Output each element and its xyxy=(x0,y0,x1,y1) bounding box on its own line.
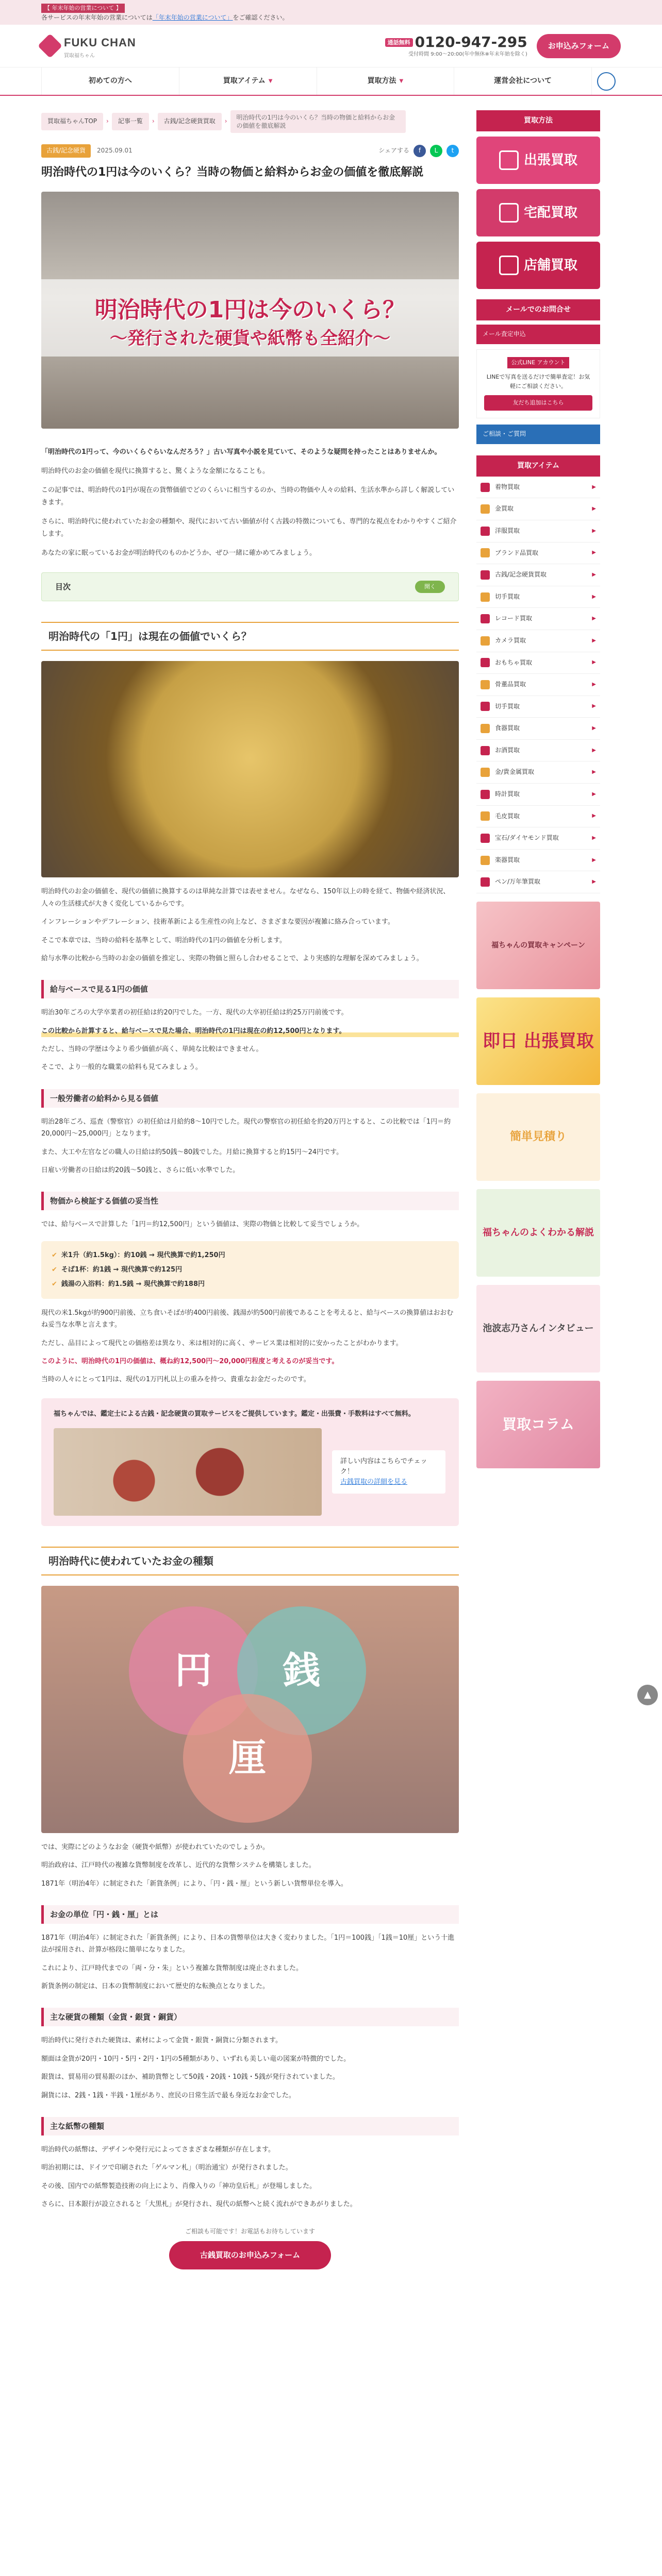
paragraph: では、実際にどのようなお金（硬貨や紙幣）が使われていたのでしょうか。 xyxy=(41,1843,270,1851)
paragraph: 1871年（明治4年）に制定された「新貨条例」により、「円・銭・厘」という新しい貨幣単位を導入。 xyxy=(41,1879,347,1888)
promo-text: 福ちゃんでは、鑑定士による古銭・記念硬貨の買取サービスをご提供しています。鑑定・出張費・手数料はすべて無料。 xyxy=(54,1410,415,1418)
sidebar-store-buy-button[interactable] xyxy=(476,242,600,289)
sidebar-item[interactable] xyxy=(476,630,600,652)
paragraph: インフレーションやデフレーション、技術革新による生産性の向上など、さまざまな要因が複雑に絡み合っています。 xyxy=(41,918,394,926)
line-box xyxy=(476,349,600,418)
subsection-heading: 給与ベースで見る1円の価値 xyxy=(41,980,459,998)
method-label: 店舗買取 xyxy=(523,257,577,273)
subsection-heading: 主な硬貨の種類（金貨・銀貨・銅貨） xyxy=(41,2008,459,2026)
paragraph: ただし、品目によって現代との価格差は異なり、米は相対的に高く、サービス業は相対的に安かったことがわかります。 xyxy=(41,1339,403,1347)
section-heading: 明治時代に使われていたお金の種類 xyxy=(41,1547,459,1575)
item-label: お酒買取 xyxy=(495,746,520,754)
chevron-right-icon: ▶ xyxy=(592,813,596,819)
interview-banner[interactable]: 池波志乃さんインタビュー xyxy=(476,1285,600,1372)
pen-icon xyxy=(481,877,490,887)
paragraph: そこで、より一般的な職業の給料も見てみましょう。 xyxy=(41,1063,202,1072)
notice-suffix: をご確認ください。 xyxy=(233,14,289,21)
item-label: 骨董品買取 xyxy=(495,681,526,688)
paragraph: 1871年（明治4年）に制定された「新貨条例」により、日本の貨幣単位は大きく変わりました。「1円＝100銭」「1銭＝10厘」という十進法が採用され、計算が格段に簡単になりました。 xyxy=(41,1934,455,1954)
global-nav xyxy=(0,67,662,96)
sidebar-visit-buy-button[interactable] xyxy=(476,137,600,184)
store-icon xyxy=(499,256,519,275)
camera-icon xyxy=(481,636,490,646)
line-icon[interactable]: L xyxy=(430,145,442,157)
sidebar-item[interactable] xyxy=(476,806,600,828)
toy-icon xyxy=(481,658,490,667)
chevron-right-icon: ▶ xyxy=(592,879,596,885)
certification-badge xyxy=(592,67,621,95)
promo-link-lead: 詳しい内容はこちらでチェック！ xyxy=(340,1457,427,1476)
bottom-apply-button[interactable]: 古銭買取のお申込みフォーム xyxy=(169,2241,331,2269)
intro-p: 「明治時代の1円って、今のいくらぐらいなんだろう？」古い写真や小説を見ていて、そのような疑問を持ったことはありませんか。 xyxy=(41,448,441,456)
service-promo-box xyxy=(41,1398,459,1526)
coin-icon xyxy=(481,570,490,580)
fur-icon xyxy=(481,811,490,821)
logo-text: FUKU CHAN xyxy=(64,36,136,49)
notice-link[interactable]: 「年末年始の営業について」 xyxy=(152,14,233,21)
chevron-right-icon: ▶ xyxy=(592,571,596,578)
paragraph: 明治時代のお金の価値を、現代の価値に換算するのは単純な計算では表せません。なぜなら、150年以上の時を経て、物価や経済状況、人々の生活様式が大きく変化しているからです。 xyxy=(41,888,450,908)
intro-p: さらに、明治時代に使われていたお金の種類や、現代において古い価値が付く古銭の特徴についても、専門的な視点をわかりやすくご紹介します。 xyxy=(41,518,457,538)
sidebar-item[interactable] xyxy=(476,718,600,740)
item-label: 時計買取 xyxy=(495,790,520,798)
dish-icon xyxy=(481,724,490,733)
paragraph: 明治時代の紙幣は、デザインや発行元によってさまざまな種類が存在します。 xyxy=(41,2146,275,2154)
subsection-heading: お金の単位「円・銭・厘」とは xyxy=(41,1905,459,1924)
paragraph: 銅貨には、2銭・1銭・半銭・1厘があり、庶民の日常生活で最も身近なお金でした。 xyxy=(41,2091,295,2099)
nav-items[interactable] xyxy=(179,67,317,95)
chevron-right-icon: ▶ xyxy=(592,725,596,732)
logo[interactable] xyxy=(41,32,136,59)
instrument-icon xyxy=(481,856,490,865)
item-label: 古銭/記念硬貨買取 xyxy=(495,571,547,579)
share-label: シェアする xyxy=(378,147,409,154)
chevron-right-icon: ▶ xyxy=(592,835,596,841)
chevron-right-icon: ▶ xyxy=(592,681,596,687)
chevron-right-icon: ▶ xyxy=(592,637,596,643)
nav-label: 買取方法 xyxy=(367,76,396,85)
sidebar-item[interactable] xyxy=(476,543,600,565)
nav-first-time[interactable] xyxy=(41,67,179,95)
clothes-icon xyxy=(481,527,490,536)
subsection-heading: 物価から検証する価値の妥当性 xyxy=(41,1192,459,1210)
inquiry-link[interactable]: ご相談・ご質問 xyxy=(476,425,600,444)
toc-title: 目次 xyxy=(55,582,71,591)
sidebar-item[interactable] xyxy=(476,520,600,543)
stamp-icon xyxy=(481,702,490,711)
intro xyxy=(41,446,459,560)
subsection-heading: 主な紙幣の種類 xyxy=(41,2117,459,2136)
intro-p: 明治時代のお金の価値を現代に換算すると、驚くような金額になることも。 xyxy=(41,467,270,475)
item-label: 宝石/ダイヤモンド買取 xyxy=(495,834,559,842)
sidebar-item[interactable] xyxy=(476,740,600,762)
paragraph: さらに、日本銀行が設立されると「大黒札」が発行され、現代の紙幣へと続く流れができあがりました。 xyxy=(41,2200,357,2209)
sidebar-item[interactable] xyxy=(476,696,600,718)
item-label: 切手買取 xyxy=(495,702,520,710)
paragraph-emphasis: このように、明治時代の1円の価値は、概ね約12,500円〜20,000円程度と考えるのが妥当です。 xyxy=(41,1357,339,1365)
paragraph: 明治初期には、ドイツで印刷された「ゲルマン札」（明治通宝）が発行されました。 xyxy=(41,2164,292,2172)
item-label: 金買取 xyxy=(495,505,514,513)
chevron-right-icon: › xyxy=(152,117,155,125)
chevron-right-icon: ▶ xyxy=(592,616,596,622)
bottom-note: ご相談も可能です！お電話もお待ちしています xyxy=(185,2227,315,2235)
watch-icon xyxy=(481,790,490,799)
same-day-banner[interactable]: 即日 出張買取 xyxy=(476,997,600,1085)
breadcrumb-category[interactable]: 古銭/記念硬貨買取 xyxy=(158,113,222,130)
hero-heading: 明治時代の1円は今のいくら？ xyxy=(94,296,406,323)
venn-circle-rin: 厘 xyxy=(183,1694,312,1823)
chevron-right-icon: ▶ xyxy=(592,594,596,600)
sidebar-heading-items: 買取アイテム xyxy=(476,455,600,477)
logo-sub: 買取福ちゃん xyxy=(64,53,95,59)
item-label: 楽器買取 xyxy=(495,856,520,863)
line-text: LINEで写真を送るだけで簡単査定！お気軽にご相談ください。 xyxy=(486,373,590,389)
logo-mark-icon xyxy=(38,33,62,58)
chevron-right-icon: › xyxy=(106,117,109,125)
breadcrumb xyxy=(41,110,459,133)
item-label: おもちゃ買取 xyxy=(495,658,533,666)
nav-label: 買取アイテム xyxy=(223,76,266,85)
hero-image xyxy=(41,192,459,429)
item-label: 着物買取 xyxy=(495,483,520,490)
sidebar-item[interactable] xyxy=(476,827,600,850)
paragraph: また、大工や左官などの職人の日給は約50銭〜80銭でした。月給に換算すると約15円〜24円です。 xyxy=(41,1148,343,1156)
article-title: 明治時代の1円は今のいくら？当時の物価と給料からお金の価値を徹底解説 xyxy=(41,165,424,179)
breadcrumb-home[interactable]: 買取福ちゃんTOP xyxy=(41,113,103,130)
paragraph: 日雇い労働者の日給は約20銭〜50銭と、さらに低い水準でした。 xyxy=(41,1166,240,1175)
venn-circle-yen: 円 xyxy=(129,1606,258,1735)
chevron-down-icon: ▼ xyxy=(268,78,273,84)
tel-block[interactable] xyxy=(385,34,527,58)
intro-p: この記事では、明治時代の1円が現在の貨幣価値でどのくらいに相当するのか、当時の物価や人々の給料、生活水準から詳しく解説していきます。 xyxy=(41,486,455,506)
mail-form-link[interactable]: メール査定申込 xyxy=(476,325,600,344)
sidebar-heading-mail: メールでのお問合せ xyxy=(476,299,600,320)
chevron-right-icon: ▶ xyxy=(592,506,596,512)
list-item: ✔ 銭湯の入浴料：約1.5銭 → 現代換算で約188円 xyxy=(52,1277,449,1292)
share-block xyxy=(378,145,459,157)
twitter-icon[interactable]: t xyxy=(446,145,459,157)
item-label: レコード買取 xyxy=(495,615,533,622)
coin-image xyxy=(41,661,459,877)
item-label: ブランド品買取 xyxy=(495,549,539,556)
paragraph: 当時の人々にとって1円は、現代の1万円札以上の重みを持つ、貴重なお金だったのです。 xyxy=(41,1376,310,1384)
sidebar-item[interactable] xyxy=(476,761,600,784)
item-label: 切手買取 xyxy=(495,592,520,600)
chevron-right-icon: ▶ xyxy=(592,747,596,753)
breadcrumb-articles[interactable]: 記事一覧 xyxy=(112,113,149,130)
paragraph: その後、国内での紙幣製造技術の向上により、肖像入りの「神功皇后札」が登場しました。 xyxy=(41,2182,317,2190)
paragraph: 明治30年ごろの大学卒業者の初任給は約20円でした。一方、現代の大卒初任給は約25万円前後です。 xyxy=(41,1009,348,1017)
promo-link-box[interactable] xyxy=(332,1450,445,1494)
sidebar-item[interactable] xyxy=(476,674,600,696)
chevron-right-icon: ▶ xyxy=(592,791,596,797)
breadcrumb-current: 明治時代の1円は今のいくら？当時の物価と給料からお金の価値を徹底解説 xyxy=(230,110,406,133)
item-label: 毛皮買取 xyxy=(495,812,520,820)
estimate-banner[interactable]: 簡単見積り xyxy=(476,1093,600,1181)
paragraph: そこで本章では、当時の給料を基準として、明治時代の1円の価値を分析します。 xyxy=(41,936,286,944)
sidebar-item[interactable] xyxy=(476,850,600,872)
diamond-icon xyxy=(481,834,490,843)
record-icon xyxy=(481,614,490,623)
section-body xyxy=(41,886,459,964)
paragraph: 額面は金貨が20円・10円・5円・2円・1円の5種類があり、いずれも美しい竜の図案が特徴的でした。 xyxy=(41,2055,351,2063)
sidebar-item[interactable] xyxy=(476,608,600,630)
campaign-banner[interactable]: 福ちゃんの買取キャンペーン xyxy=(476,902,600,989)
paragraph: これにより、江戸時代までの「両・分・朱」という複雑な貨幣制度は廃止されました。 xyxy=(41,1964,303,1972)
chevron-right-icon: ▶ xyxy=(592,769,596,775)
nav-label: 初めての方へ xyxy=(88,76,132,85)
tel-note: 受付時間 9:00〜20:00(年中無休※年末年始を除く) xyxy=(408,51,527,57)
paragraph-highlight: この比較から計算すると、給与ベースで見た場合、明治時代の1円は現在の約12,500円となります。 xyxy=(41,1025,459,1037)
item-label: 金/貴金属買取 xyxy=(495,768,535,776)
chevron-right-icon: ▶ xyxy=(592,528,596,534)
bottle-icon xyxy=(481,746,490,755)
chevron-down-icon: ▼ xyxy=(399,78,404,84)
line-add-button[interactable]: 友だち追加はこちら xyxy=(484,395,592,411)
paragraph: では、給与ベースで計算した「1円＝約12,500円」という価値は、実際の物価と比較して妥当でしょうか。 xyxy=(41,1221,364,1229)
sidebar-heading-methods: 買取方法 xyxy=(476,110,600,131)
badge-icon xyxy=(597,72,616,91)
chevron-right-icon: ▶ xyxy=(592,659,596,666)
method-label: 出張買取 xyxy=(523,152,577,168)
box-icon xyxy=(499,203,519,223)
kimono-icon xyxy=(481,483,490,492)
notice-body: 各サービスの年末年始の営業については xyxy=(41,14,153,21)
chevron-right-icon: ▶ xyxy=(592,703,596,709)
notice-bar xyxy=(0,0,662,25)
paragraph: 新貨条例の制定は、日本の貨幣制度において歴史的な転換点となりました。 xyxy=(41,1982,270,1991)
sidebar-delivery-buy-button[interactable] xyxy=(476,189,600,236)
list-item: ✔ そば1杯：約1銭 → 現代換算で約125円 xyxy=(52,1263,449,1277)
nav-label: 運営会社について xyxy=(494,76,552,85)
bottom-cta xyxy=(41,2226,459,2270)
stamp-icon xyxy=(481,592,490,602)
venn-circle-sen: 銭 xyxy=(237,1606,366,1735)
tel-number: 0120-947-295 xyxy=(415,33,527,50)
chevron-right-icon: ▶ xyxy=(592,484,596,490)
paragraph: 給与水準の比較から当時のお金の価値を推定し、実際の物価と照らし合わせることで、より実感的な理解を深めてみましょう。 xyxy=(41,954,423,962)
sidebar-item[interactable] xyxy=(476,784,600,806)
nav-company[interactable] xyxy=(454,67,592,95)
promo-link[interactable]: 古銭買取の詳細を見る xyxy=(340,1478,408,1486)
list-item: ✔ 米1升（約1.5kg）：約10銭 → 現代換算で約1,250円 xyxy=(52,1248,449,1263)
paragraph: 銀貨は、貿易用の貿易銀のほか、補助貨幣として50銭・20銭・10銭・5銭が発行されていました。 xyxy=(41,2073,339,2081)
sidebar-item[interactable] xyxy=(476,477,600,499)
apply-form-button[interactable]: お申込みフォーム xyxy=(537,34,621,58)
method-label: 宅配買取 xyxy=(523,205,577,221)
sidebar xyxy=(476,110,600,2269)
metal-icon xyxy=(481,768,490,777)
chevron-right-icon: ▶ xyxy=(592,550,596,556)
category-badge[interactable]: 古銭/記念硬貨 xyxy=(41,144,91,158)
gold-icon xyxy=(481,504,490,514)
scroll-top-icon[interactable]: ▲ xyxy=(637,1685,658,1705)
column-banner[interactable]: 買取コラム xyxy=(476,1381,600,1468)
paragraph: ただし、当時の学歴は今より希少価値が高く、単純な比較はできません。 xyxy=(41,1045,263,1054)
facebook-icon[interactable]: f xyxy=(413,145,426,157)
main-content xyxy=(41,110,459,2269)
item-label: 食器買取 xyxy=(495,724,520,732)
chevron-right-icon: ▶ xyxy=(592,857,596,863)
paragraph: 明治政府は、江戸時代の複雑な貨幣制度を改革し、近代的な貨幣システムを構築しました。 xyxy=(41,1861,316,1870)
sidebar-item[interactable] xyxy=(476,564,600,586)
line-tag: 公式LINE アカウント xyxy=(507,357,570,368)
item-label: ペン/万年筆買取 xyxy=(495,878,541,886)
nav-methods[interactable] xyxy=(317,67,455,95)
post-date: 2025.09.01 xyxy=(97,147,133,154)
sidebar-item[interactable] xyxy=(476,498,600,520)
free-call-badge: 通話無料 xyxy=(385,38,413,47)
site-header xyxy=(0,25,662,67)
truck-icon xyxy=(499,150,519,170)
paragraph: 明治時代に発行された硬貨は、素材によって金貨・銀貨・銅貨に分類されます。 xyxy=(41,2037,282,2045)
antique-icon xyxy=(481,680,490,689)
toc-toggle-button[interactable]: 開く xyxy=(415,581,445,593)
item-label: カメラ買取 xyxy=(495,636,526,644)
paragraph: 明治28年ごろ、巡査（警察官）の初任給は月給約8〜10円でした。現代の警察官の初任給を約20万円とすると、この比較では「1円＝約20,000円〜25,000円」となります。 xyxy=(41,1117,451,1138)
sidebar-item[interactable] xyxy=(476,652,600,674)
paragraph: 現代の米1.5kgが約900円前後、立ち食いそばが約400円前後、銭湯が約500円前後であることを考えると、給与ベースの換算値はおおむね妥当な水準と言えます。 xyxy=(41,1309,454,1329)
chevron-right-icon: › xyxy=(224,117,227,125)
item-label: 洋服買取 xyxy=(495,527,520,534)
hero-subheading: 〜発行された硬貨や紙幣も全紹介〜 xyxy=(110,328,390,349)
brand-icon xyxy=(481,548,490,557)
price-checklist xyxy=(41,1241,459,1299)
section-heading: 明治時代の「1円」は現在の価値でいくら？ xyxy=(41,622,459,651)
sidebar-item[interactable] xyxy=(476,586,600,608)
sidebar-item[interactable] xyxy=(476,871,600,893)
table-of-contents xyxy=(41,572,459,601)
currency-units-image xyxy=(41,1586,459,1833)
old-coins-image xyxy=(54,1428,322,1516)
notice-title: 【 年末年始の営業について 】 xyxy=(41,4,125,13)
intro-p: あなたの家に眠っているお金が明治時代のものかどうか、ぜひ一緒に確かめてみましょう。 xyxy=(41,549,317,557)
subsection-heading: 一般労働者の給料から見る価値 xyxy=(41,1089,459,1108)
guide-banner[interactable]: 福ちゃんのよくわかる解説 xyxy=(476,1189,600,1277)
